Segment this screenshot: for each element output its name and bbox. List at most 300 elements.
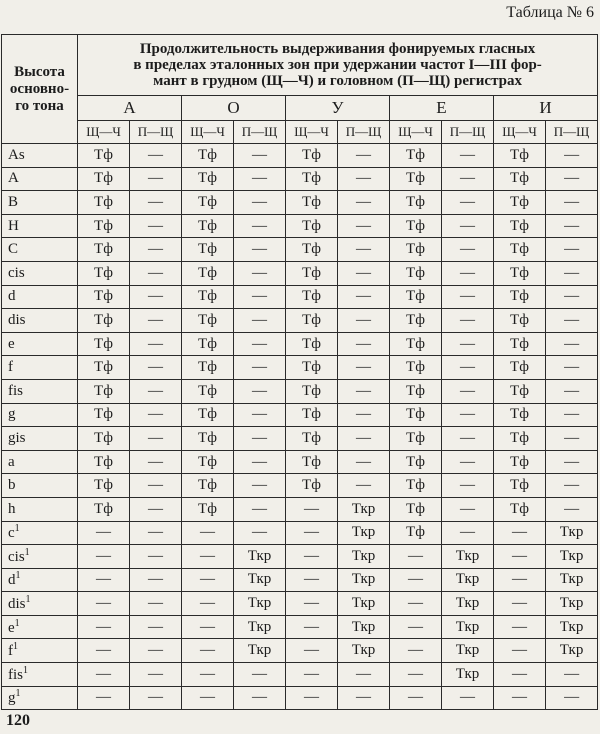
pitch-cell <box>2 167 78 191</box>
vowel-header: Е <box>390 96 494 121</box>
table-cell: Тф <box>286 450 338 474</box>
table-cell: — <box>442 686 494 710</box>
table-cell: — <box>234 285 286 309</box>
table-cell: — <box>442 309 494 333</box>
table-cell: Тф <box>182 238 234 262</box>
pitch-name: f <box>8 359 13 376</box>
table-cell: — <box>494 686 546 710</box>
register-header: П—Щ <box>234 121 286 144</box>
table-cell: — <box>286 545 338 569</box>
table-cell: — <box>182 615 234 639</box>
pitch-cell <box>2 427 78 451</box>
table-cell: Тф <box>494 332 546 356</box>
table-cell: Тф <box>78 332 130 356</box>
table-cell: — <box>130 332 182 356</box>
table-row <box>2 639 598 663</box>
table-cell: Тф <box>390 214 442 238</box>
table-cell: Тф <box>390 521 442 545</box>
table-cell: — <box>546 450 598 474</box>
table-cell: — <box>286 615 338 639</box>
table-cell: — <box>546 497 598 521</box>
pitch-name: fis <box>8 382 23 399</box>
table-cell: — <box>286 639 338 663</box>
table-cell: — <box>338 450 390 474</box>
table-cell: Тф <box>390 144 442 168</box>
table-cell: Тф <box>78 450 130 474</box>
table-cell: Ткр <box>338 615 390 639</box>
pitch-cell <box>2 450 78 474</box>
table-cell: — <box>494 615 546 639</box>
table-cell: — <box>338 309 390 333</box>
table-row <box>2 521 598 545</box>
pitch-cell <box>2 686 78 710</box>
table-cell: Тф <box>286 191 338 215</box>
table-row <box>2 545 598 569</box>
table-cell: Тф <box>182 474 234 498</box>
pitch-cell <box>2 497 78 521</box>
table-cell: — <box>130 144 182 168</box>
table-cell: Тф <box>78 285 130 309</box>
table-cell: — <box>338 686 390 710</box>
table-row <box>2 309 598 333</box>
table-cell: — <box>78 615 130 639</box>
table-cell: — <box>130 497 182 521</box>
table-cell: Тф <box>494 191 546 215</box>
table-cell: Тф <box>182 332 234 356</box>
pitch-cell <box>2 214 78 238</box>
table-cell: — <box>442 238 494 262</box>
table-cell: — <box>130 427 182 451</box>
table-cell: — <box>442 521 494 545</box>
table-cell: Ткр <box>234 639 286 663</box>
table-cell: Тф <box>494 167 546 191</box>
table-row <box>2 144 598 168</box>
table-cell: — <box>286 497 338 521</box>
table-cell: Ткр <box>442 568 494 592</box>
pitch-cell <box>2 238 78 262</box>
table-cell: Тф <box>494 144 546 168</box>
register-header: Щ—Ч <box>494 121 546 144</box>
table-cell: Ткр <box>442 639 494 663</box>
table-cell: — <box>130 261 182 285</box>
table-cell: Тф <box>78 474 130 498</box>
table-row <box>2 497 598 521</box>
table-cell: — <box>546 167 598 191</box>
table-cell: — <box>390 663 442 687</box>
table-row <box>2 403 598 427</box>
table-cell: Тф <box>494 450 546 474</box>
table-cell: Тф <box>286 285 338 309</box>
register-header: П—Щ <box>546 121 598 144</box>
table-row <box>2 261 598 285</box>
table-cell: Тф <box>390 167 442 191</box>
table-cell: — <box>78 545 130 569</box>
table-cell: — <box>130 521 182 545</box>
table-cell: Тф <box>182 403 234 427</box>
pitch-name: d <box>8 288 16 305</box>
table-cell: — <box>130 191 182 215</box>
table-row <box>2 663 598 687</box>
table-cell: — <box>546 144 598 168</box>
table-cell: Тф <box>494 214 546 238</box>
table-cell: — <box>130 214 182 238</box>
table-cell: Тф <box>78 356 130 380</box>
table-cell: — <box>234 167 286 191</box>
pitch-name: As <box>8 146 25 163</box>
pitch-name: dis <box>8 596 26 613</box>
pitch-header-line: основно- <box>9 80 70 97</box>
table-cell: — <box>182 686 234 710</box>
table-cell: — <box>130 474 182 498</box>
pitch-name: cis <box>8 548 25 565</box>
table-cell: Тф <box>494 427 546 451</box>
table-cell: Тф <box>494 497 546 521</box>
table-cell: Тф <box>286 167 338 191</box>
pitch-cell <box>2 568 78 592</box>
table-cell: — <box>234 450 286 474</box>
table-cell: — <box>338 403 390 427</box>
table-cell: Тф <box>286 379 338 403</box>
table-cell: — <box>442 497 494 521</box>
octave-mark: 1 <box>15 570 21 582</box>
table-cell: Ткр <box>442 545 494 569</box>
table-cell: Тф <box>182 450 234 474</box>
table-cell: Тф <box>286 144 338 168</box>
pitch-header-line: Высота <box>14 63 65 80</box>
table-cell: — <box>234 663 286 687</box>
table-cell: Тф <box>182 261 234 285</box>
table-cell: — <box>130 356 182 380</box>
table-cell: — <box>130 379 182 403</box>
table-caption: Таблица № 6 <box>506 4 594 21</box>
table-cell: Тф <box>494 238 546 262</box>
pitch-cell <box>2 592 78 616</box>
table-row <box>2 427 598 451</box>
table-cell: — <box>286 592 338 616</box>
table-cell: Тф <box>390 379 442 403</box>
table-cell: Ткр <box>234 615 286 639</box>
table-cell: — <box>78 686 130 710</box>
pitch-name: C <box>8 241 19 258</box>
pitch-cell <box>2 545 78 569</box>
table-cell: — <box>130 450 182 474</box>
table-cell: — <box>234 403 286 427</box>
table-row <box>2 450 598 474</box>
table-cell: — <box>130 686 182 710</box>
table-cell: Тф <box>78 167 130 191</box>
table-cell: — <box>546 238 598 262</box>
table-cell: — <box>390 592 442 616</box>
table-cell: — <box>234 356 286 380</box>
table-cell: — <box>182 545 234 569</box>
table-cell: — <box>130 167 182 191</box>
table-cell: — <box>338 144 390 168</box>
pitch-name: g <box>8 406 16 423</box>
table-cell: — <box>442 356 494 380</box>
pitch-cell <box>2 261 78 285</box>
register-header: П—Щ <box>442 121 494 144</box>
main-column-header <box>78 35 598 96</box>
table-cell: Ткр <box>234 545 286 569</box>
table-cell: — <box>390 686 442 710</box>
table-cell: — <box>338 663 390 687</box>
table-cell: — <box>338 356 390 380</box>
pitch-name: h <box>8 500 16 517</box>
table-cell: Тф <box>182 214 234 238</box>
register-header: Щ—Ч <box>286 121 338 144</box>
table-cell: — <box>338 285 390 309</box>
pitch-cell <box>2 309 78 333</box>
table-cell: — <box>78 568 130 592</box>
table-cell: Тф <box>494 356 546 380</box>
table-cell: Тф <box>390 261 442 285</box>
table-cell: — <box>338 474 390 498</box>
table-cell: Тф <box>494 309 546 333</box>
table-cell: — <box>130 592 182 616</box>
table-cell: — <box>182 521 234 545</box>
table-row <box>2 686 598 710</box>
pitch-cell <box>2 615 78 639</box>
pitch-cell <box>2 379 78 403</box>
table-cell: Тф <box>78 191 130 215</box>
table-cell: Ткр <box>442 592 494 616</box>
table-cell: — <box>78 521 130 545</box>
table-row <box>2 379 598 403</box>
table-cell: — <box>494 592 546 616</box>
octave-mark: 1 <box>14 523 20 535</box>
table-cell: — <box>442 214 494 238</box>
table-cell: — <box>442 285 494 309</box>
table-row <box>2 332 598 356</box>
table-cell: Тф <box>286 356 338 380</box>
table-cell: — <box>546 474 598 498</box>
table-cell: Тф <box>78 214 130 238</box>
table-cell: — <box>338 261 390 285</box>
table-cell: Тф <box>182 356 234 380</box>
table-cell: Тф <box>78 379 130 403</box>
pitch-name: e <box>8 619 15 636</box>
table-cell: — <box>130 238 182 262</box>
pitch-name: B <box>8 193 19 210</box>
table-cell: — <box>546 285 598 309</box>
table-cell: — <box>338 379 390 403</box>
table-cell: — <box>338 191 390 215</box>
vowel-header: У <box>286 96 390 121</box>
table-row <box>2 474 598 498</box>
table-cell: Тф <box>286 309 338 333</box>
table-cell: — <box>546 191 598 215</box>
table-row <box>2 615 598 639</box>
table-cell: — <box>234 521 286 545</box>
table-cell: Ткр <box>338 592 390 616</box>
main-header-line: мант в грудном (Щ—Ч) и головном (П—Щ) регистрах <box>153 73 522 89</box>
pitch-name: a <box>8 453 15 470</box>
table-row <box>2 167 598 191</box>
main-header-line: Продолжительность выдерживания фонируемых гласных <box>139 41 536 57</box>
table-cell: Тф <box>494 261 546 285</box>
pitch-cell <box>2 663 78 687</box>
table-cell: Ткр <box>546 615 598 639</box>
table-cell: Тф <box>286 214 338 238</box>
register-header: Щ—Ч <box>390 121 442 144</box>
register-header: П—Щ <box>338 121 390 144</box>
table-cell: Тф <box>390 403 442 427</box>
table-cell: Тф <box>390 238 442 262</box>
pitch-cell <box>2 144 78 168</box>
table-cell: — <box>338 167 390 191</box>
table-cell: — <box>130 403 182 427</box>
table-cell: — <box>338 427 390 451</box>
table-cell: Ткр <box>338 545 390 569</box>
vowel-header: А <box>78 96 182 121</box>
table-cell: — <box>78 592 130 616</box>
table-row <box>2 238 598 262</box>
table-cell: Тф <box>78 427 130 451</box>
octave-mark: 1 <box>13 641 18 653</box>
table-cell: — <box>494 663 546 687</box>
table-cell: Ткр <box>234 592 286 616</box>
table-cell: Тф <box>78 144 130 168</box>
vowel-header: И <box>494 96 598 121</box>
table-cell: — <box>234 309 286 333</box>
table-cell: — <box>442 474 494 498</box>
table-cell: — <box>234 261 286 285</box>
table-cell: Тф <box>390 356 442 380</box>
table-cell: Тф <box>182 309 234 333</box>
table-cell: — <box>234 497 286 521</box>
pitch-name: c <box>8 525 15 542</box>
table-cell: — <box>78 639 130 663</box>
table-cell: — <box>546 356 598 380</box>
table-cell: — <box>234 238 286 262</box>
pitch-name: gis <box>8 429 26 446</box>
table-cell: — <box>130 545 182 569</box>
table-cell: — <box>442 261 494 285</box>
table-cell: Ткр <box>234 568 286 592</box>
table-cell: — <box>234 379 286 403</box>
register-header: Щ—Ч <box>78 121 130 144</box>
pitch-name: A <box>8 170 19 187</box>
table-cell: Тф <box>390 285 442 309</box>
register-header: Щ—Ч <box>182 121 234 144</box>
table-cell: — <box>494 639 546 663</box>
pitch-column-header <box>2 35 78 144</box>
table-cell: Тф <box>286 332 338 356</box>
table-cell: — <box>130 639 182 663</box>
table-cell: — <box>442 427 494 451</box>
pitch-name: f <box>8 643 13 660</box>
table-cell: Ткр <box>338 521 390 545</box>
pitch-cell <box>2 356 78 380</box>
table-cell: — <box>182 568 234 592</box>
table-cell: — <box>494 568 546 592</box>
table-cell: — <box>442 450 494 474</box>
table-cell: — <box>442 191 494 215</box>
table-cell: Тф <box>390 332 442 356</box>
table-cell: — <box>546 332 598 356</box>
table-cell: Тф <box>286 261 338 285</box>
table-cell: — <box>286 521 338 545</box>
table-cell: — <box>442 332 494 356</box>
table-cell: Тф <box>494 474 546 498</box>
table-row <box>2 592 598 616</box>
table-cell: — <box>442 167 494 191</box>
table-cell: — <box>546 261 598 285</box>
table-cell: Тф <box>286 474 338 498</box>
octave-mark: 1 <box>24 546 30 558</box>
pitch-cell <box>2 285 78 309</box>
table-cell: — <box>546 403 598 427</box>
table-cell: Тф <box>494 403 546 427</box>
table-cell: — <box>234 214 286 238</box>
pitch-cell <box>2 191 78 215</box>
table-cell: Тф <box>390 497 442 521</box>
table-cell: Тф <box>78 261 130 285</box>
octave-mark: 1 <box>23 664 28 676</box>
table-cell: — <box>234 332 286 356</box>
table-cell: — <box>546 214 598 238</box>
table-cell: — <box>390 545 442 569</box>
table-cell: Ткр <box>546 521 598 545</box>
table-cell: Тф <box>182 167 234 191</box>
table-cell: Тф <box>78 238 130 262</box>
table-cell: Тф <box>390 191 442 215</box>
table-cell: Тф <box>286 238 338 262</box>
pitch-cell <box>2 639 78 663</box>
pitch-header-line: го тона <box>15 97 64 114</box>
table-cell: — <box>234 144 286 168</box>
table-cell: — <box>442 403 494 427</box>
table-cell: — <box>338 332 390 356</box>
table-cell: Тф <box>78 309 130 333</box>
pitch-name: H <box>8 217 19 234</box>
table-cell: Ткр <box>546 568 598 592</box>
table-cell: — <box>442 379 494 403</box>
table-cell: Тф <box>78 403 130 427</box>
table-row <box>2 191 598 215</box>
table-row <box>2 214 598 238</box>
table-cell: Тф <box>390 309 442 333</box>
table-cell: — <box>286 686 338 710</box>
table-cell: — <box>130 663 182 687</box>
table-cell: — <box>78 663 130 687</box>
table-cell: — <box>390 615 442 639</box>
table-cell: — <box>494 521 546 545</box>
table-cell: Тф <box>390 450 442 474</box>
table-cell: — <box>234 427 286 451</box>
octave-mark: 1 <box>15 688 21 700</box>
pitch-name: cis <box>8 264 25 281</box>
pitch-name: e <box>8 335 15 352</box>
table-cell: Ткр <box>338 568 390 592</box>
table-cell: Ткр <box>546 545 598 569</box>
table-cell: — <box>390 568 442 592</box>
table-cell: Тф <box>78 497 130 521</box>
table-cell: — <box>494 545 546 569</box>
pitch-name: fis <box>8 666 23 683</box>
table-cell: — <box>442 144 494 168</box>
table-cell: — <box>234 474 286 498</box>
table-row <box>2 356 598 380</box>
pitch-name: g <box>8 690 16 707</box>
page-number: 120 <box>6 712 30 729</box>
table-cell: — <box>546 427 598 451</box>
table-cell: — <box>546 686 598 710</box>
table-cell: Тф <box>494 285 546 309</box>
vowel-header: О <box>182 96 286 121</box>
table-row <box>2 285 598 309</box>
table-row <box>2 568 598 592</box>
